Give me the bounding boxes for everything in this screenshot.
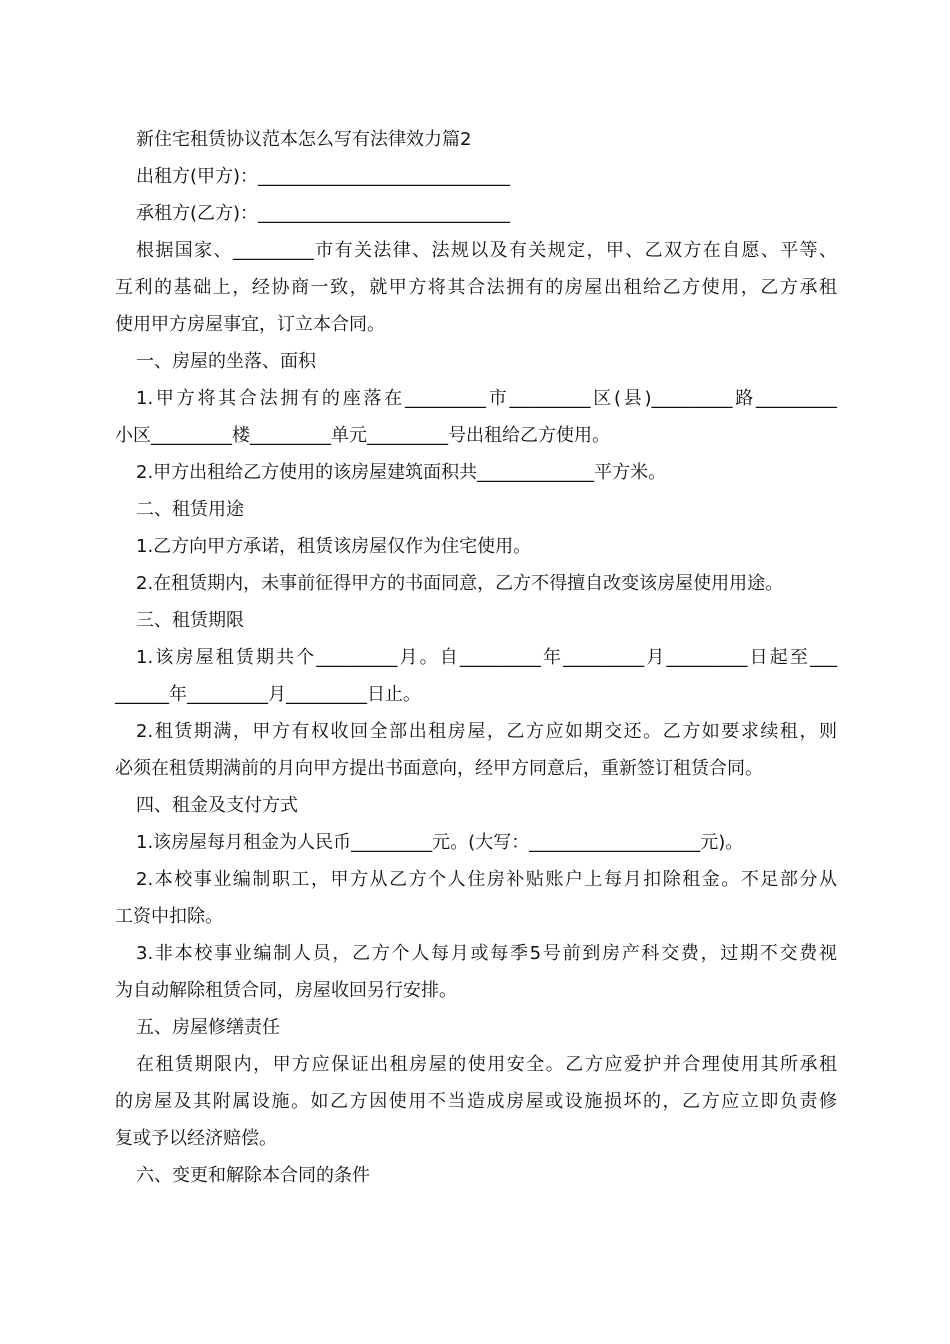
preamble-line-1: 根据国家、_________市有关法律、法规以及有关规定，甲、乙双方在自愿、平等、 [136, 240, 837, 261]
clause-3-2-line-2: 必须在租赁期满前的月向甲方提出书面意向，经甲方同意后，重新签订租赁合同。 [115, 758, 763, 779]
section-5-line-2: 的房屋及其附属设施。如乙方因使用不当造成房屋或设施损坏的，乙方应立即负责修 [115, 1091, 837, 1112]
clause-4-3-line-1: 3.非本校事业编制人员，乙方个人每月或每季5号前到房产科交费，过期不交费视 [136, 943, 837, 964]
document-body [115, 121, 837, 1194]
section-5-line-1: 在租赁期限内，甲方应保证出租房屋的使用安全。乙方应爱护并合理使用其所承租 [136, 1054, 837, 1075]
section-heading-2: 二、租赁用途 [136, 499, 244, 520]
preamble-line-2: 互利的基础上，经协商一致，就甲方将其合法拥有的房屋出租给乙方使用，乙方承租 [115, 277, 837, 298]
clause-4-3-line-2: 为自动解除租赁合同，房屋收回另行安排。 [115, 980, 457, 1001]
clause-1-1-line-2: 小区_________楼_________单元_________号出租给乙方使用。 [115, 425, 610, 446]
section-heading-3: 三、租赁期限 [136, 610, 244, 631]
preamble-line-3: 使用甲方房屋事宜，订立本合同。 [115, 314, 385, 335]
section-heading-1: 一、房屋的坐落、面积 [136, 351, 316, 372]
document-title: 新住宅租赁协议范本怎么写有法律效力篇2 [136, 129, 472, 150]
lessor-line: 出租方(甲方)：____________________________ [136, 166, 511, 187]
section-5-line-3: 复或予以经济赔偿。 [115, 1128, 277, 1149]
clause-3-1-line-1: 1.该房屋租赁期共个_________月。自_________年_________月_________日起至___ [136, 647, 837, 668]
section-heading-4: 四、租金及支付方式 [136, 795, 298, 816]
clause-4-2-line-2: 工资中扣除。 [115, 906, 223, 927]
section-heading-5: 五、房屋修缮责任 [136, 1017, 280, 1038]
clause-2-2: 2.在租赁期内，未事前征得甲方的书面同意，乙方不得擅自改变该房屋使用用途。 [136, 573, 784, 594]
clause-4-1: 1.该房屋每月租金为人民币_________元。(大写：___________________元)。 [136, 832, 744, 853]
clause-2-1: 1.乙方向甲方承诺，租赁该房屋仅作为住宅使用。 [136, 536, 532, 557]
lessee-line: 承租方(乙方)：____________________________ [136, 203, 511, 224]
clause-1-2: 2.甲方出租给乙方使用的该房屋建筑面积共_____________平方米。 [136, 462, 667, 483]
clause-3-2-line-1: 2.租赁期满，甲方有权收回全部出租房屋，乙方应如期交还。乙方如要求续租，则 [136, 721, 837, 742]
clause-4-2-line-1: 2.本校事业编制职工，甲方从乙方个人住房补贴账户上每月扣除租金。不足部分从 [136, 869, 837, 890]
section-heading-6: 六、变更和解除本合同的条件 [136, 1165, 370, 1186]
clause-1-1-line-1: 1.甲方将其合法拥有的座落在_________市_________区(县)_________路_________ [136, 388, 837, 409]
clause-3-1-line-2: ______年_________月_________日止。 [115, 684, 421, 705]
